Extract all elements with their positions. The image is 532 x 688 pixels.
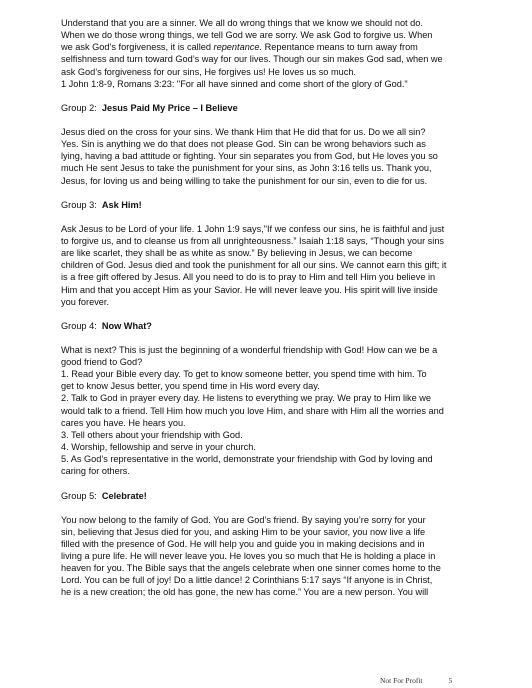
group-3-paragraph <box>61 223 478 308</box>
body-line: Ask Jesus to be Lord of your life. 1 John 1:9 says,"If we confess our sins, he is faithful and just <box>61 223 445 234</box>
body-line: is a free gift offered by Jesus. All you need to do is to pray to Him and tell Him you believe in <box>61 272 436 283</box>
group-title: Ask Him! <box>101 199 142 210</box>
body-line: to forgive us, and to cleanse us from all unrighteousness.” Isaiah 1:18 says, “Though your sins <box>61 235 445 246</box>
group-label: Group 3: <box>61 199 97 210</box>
body-line: he is a new creation; the old has gone, the new has come.” You are a new person. You will <box>61 587 429 598</box>
page-number: 5 <box>448 676 453 685</box>
body-text: Repentance means to turn away from <box>264 42 418 53</box>
body-line: selfishness and turn toward God’s way for our lives. Though our sin makes God sad, when we <box>61 54 443 65</box>
body-line: Jesus, for loving us and being willing to take the punishment for our sin, even to die for us. <box>61 175 428 186</box>
page-footer <box>380 676 452 685</box>
list-item: 2. Talk to God in prayer every day. He listens to everything we pray. We pray to Him like we <box>61 393 432 404</box>
body-line: Lord. You can be full of joy! Do a little dance! 2 Corinthians 5:17 says “If anyone is in Christ, <box>61 575 433 586</box>
list-item: 5. As God’s representative in the world, demonstrate your friendship with God by loving and <box>61 454 433 465</box>
list-item: 1. Read your Bible every day. To get to know someone better, you spend time with him. To <box>61 369 427 380</box>
group-4-heading <box>61 320 478 332</box>
group-label: Group 4: <box>61 320 97 331</box>
body-line: sin, believing that Jesus died for you, and asking Him to be your savior, you now live a life <box>61 526 426 537</box>
group-4-paragraph <box>61 344 478 478</box>
body-line: What is next? This is just the beginning of a wonderful friendship with God! How can we be a <box>61 344 438 355</box>
group-2-paragraph <box>61 126 478 187</box>
group-3-heading <box>61 199 478 211</box>
body-line: cares you have. He hears you. <box>61 417 186 428</box>
group-title: Jesus Paid My Price – I Believe <box>101 102 238 113</box>
body-line: heaven for you. The Bible says that the angels celebrate when one sinner comes home to the <box>61 563 441 574</box>
body-line: children of God. Jesus died and took the punishment for all our sins. We cannot earn this gift; it <box>61 260 447 271</box>
group-5-paragraph <box>61 514 478 599</box>
body-line: get to know Jesus better, you spend time in His word every day. <box>61 381 320 392</box>
body-line: Him and that you accept Him as your Savior. He will never leave you. His spirit will live inside <box>61 284 438 295</box>
body-line: ask God’s forgiveness for our sins, He forgives us! He loves us so much. <box>61 66 356 77</box>
body-line: are like scarlet, they shall be as white as snow.” By believing in Jesus, we can become <box>61 248 413 259</box>
body-line: Jesus died on the cross for your sins. We thank Him that He did that for us. Do we all sin? <box>61 126 426 137</box>
body-line <box>61 41 478 53</box>
list-item: 4. Worship, fellowship and serve in your church. <box>61 442 256 453</box>
body-line: Understand that you are a sinner. We all do wrong things that we know we should not do. <box>61 18 423 28</box>
body-line: filled with the presence of God. He will help you and guide you in making decisions and in <box>61 538 425 549</box>
group-2-heading <box>61 102 478 114</box>
footer-text: Not For Profit <box>380 676 423 685</box>
body-line: you forever. <box>61 296 110 307</box>
intro-paragraph <box>61 17 478 90</box>
body-line: good friend to God? <box>61 356 143 367</box>
group-title: Now What? <box>101 320 152 331</box>
list-item: 3. Tell others about your friendship with God. <box>61 429 243 440</box>
body-line: caring for others. <box>61 466 130 477</box>
body-text: we ask God’s forgiveness, it is called <box>61 42 211 53</box>
body-line: much He sent Jesus to take the punishment for your sins, as John 3:16 tells us. Thank you, <box>61 163 432 174</box>
group-label: Group 2: <box>61 102 97 113</box>
group-title: Celebrate! <box>101 490 147 501</box>
body-line: 1 John 1:8-9, Romans 3:23: "For all have sinned and come short of the glory of God." <box>61 78 408 89</box>
body-line: Yes. Sin is anything we do that does not please God. Sin can be wrong behaviors such as <box>61 139 426 150</box>
body-line: You now belong to the family of God. You are God’s friend. By saying you’re sorry for your <box>61 514 426 525</box>
body-line: living a pure life. He will never leave you. He loves you so much that He is holding a place in <box>61 551 436 561</box>
body-line: would talk to a friend. Tell Him how much you love Him, and share with Him all the worries and <box>61 405 444 416</box>
body-line: When we do those wrong things, we tell God we are sorry. We ask God to forgive us. When <box>61 30 433 41</box>
body-line: lying, having a bad attitude or fighting. Your sin separates you from God, but He loves you so <box>61 151 438 162</box>
group-5-heading <box>61 490 478 502</box>
group-label: Group 5: <box>61 490 97 501</box>
emphasis-text: repentance. <box>213 42 263 53</box>
